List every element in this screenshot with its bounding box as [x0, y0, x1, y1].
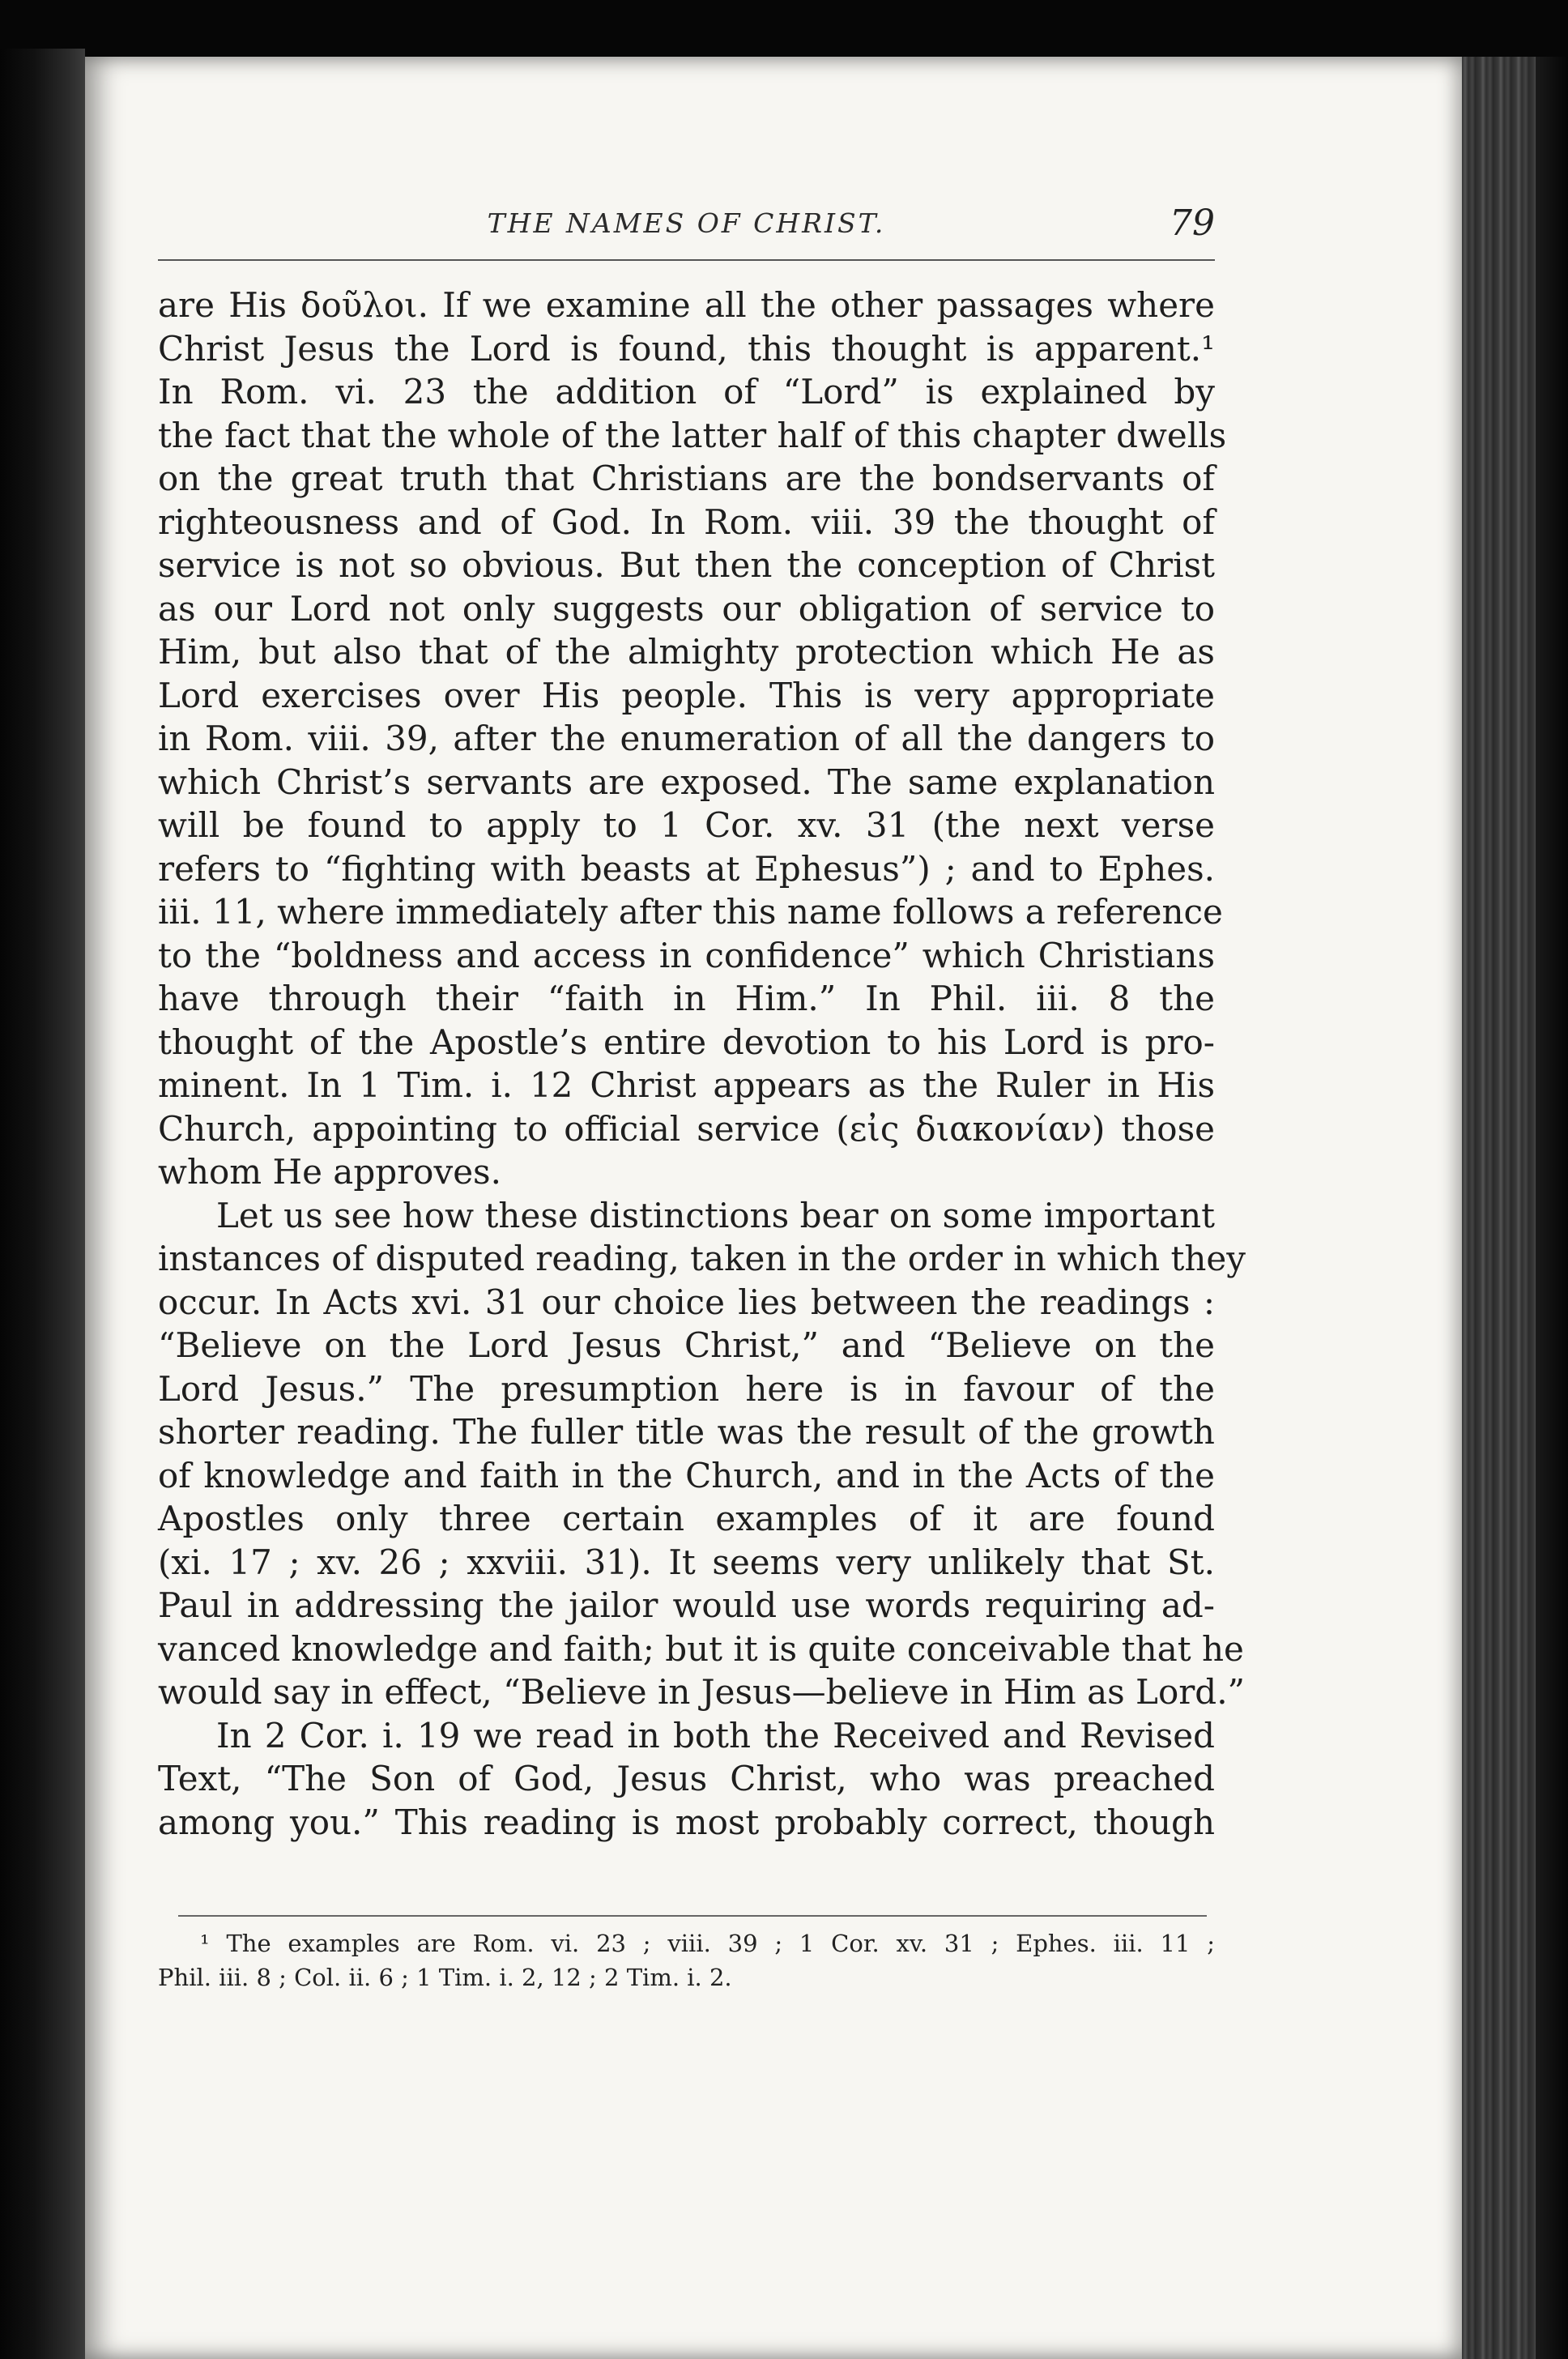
text-line: instances of disputed reading, taken in the order in which they — [158, 1239, 1246, 1278]
text-line: In 2 Cor. i. 19 we read in both the Received and Revised — [216, 1715, 1215, 1755]
footnote-line: ¹ The examples are Rom. vi. 23 ; viii. 39 ; 1 Cor. xv. 31 ; Ephes. iii. 11 ; — [200, 1930, 1215, 1957]
text-line: which Christ’s servants are exposed. The same explanation — [158, 761, 1215, 802]
page-edges — [1458, 57, 1568, 2359]
text-line: on the great truth that Christians are the bondservants of — [158, 459, 1215, 498]
footnotes — [158, 1926, 1215, 1994]
text-line: Christ Jesus the Lord is found, this thought is apparent.¹ — [158, 328, 1215, 369]
text-line: shorter reading. The fuller title was the result of the growth — [158, 1412, 1215, 1452]
running-head — [158, 203, 1215, 261]
text-line: In Rom. vi. 23 the addition of “Lord” is explained by — [158, 372, 1215, 412]
text-line: iii. 11, where immediately after this name follows a reference — [158, 892, 1223, 932]
book-spine-shadow — [0, 49, 85, 2359]
text-line: (xi. 17 ; xv. 26 ; xxviii. 31). It seems very unlikely that St. — [158, 1542, 1215, 1582]
running-head-title: THE NAMES OF CHRIST. — [487, 207, 886, 239]
text-line: vanced knowledge and faith; but it is quite conceivable that he — [158, 1628, 1244, 1669]
text-line: are His δοῦλοι. If we examine all the other passages where — [158, 285, 1215, 325]
text-line: Apostles only three certain examples of it are found — [158, 1499, 1215, 1538]
text-line: among you.” This reading is most probably correct, though — [158, 1802, 1215, 1842]
text-line: to the “boldness and access in confidence” which Christians — [158, 935, 1215, 975]
text-line: whom He approves. — [158, 1152, 501, 1192]
footnote-line: Phil. iii. 8 ; Col. ii. 6 ; 1 Tim. i. 2, 12 ; 2 Tim. i. 2. — [158, 1964, 732, 1991]
text-line: occur. In Acts xvi. 31 our choice lies between the readings : — [158, 1282, 1215, 1322]
text-line: would say in effect, “Believe in Jesus—believe in Him as Lord.” — [158, 1672, 1246, 1712]
text-line: Lord Jesus.” The presumption here is in favour of the — [158, 1368, 1215, 1409]
text-line: Church, appointing to official service (εἰς διακονίαν) those — [158, 1108, 1215, 1149]
text-line: Let us see how these distinctions bear on some important — [216, 1195, 1215, 1235]
text-line: in Rom. viii. 39, after the enumeration of all the dangers to — [158, 719, 1215, 758]
text-line: Lord exercises over His people. This is very appropriate — [158, 675, 1215, 715]
text-line: “Believe on the Lord Jesus Christ,” and “Believe on the — [158, 1325, 1215, 1365]
scan-background-top — [0, 0, 1568, 65]
text-line: Text, “The Son of God, Jesus Christ, who was preached — [158, 1759, 1215, 1798]
text-line: as our Lord not only suggests our obligation of service to — [158, 588, 1215, 629]
text-line: righteousness and of God. In Rom. viii. 39 the thought of — [158, 501, 1215, 542]
text-line: Paul in addressing the jailor would use words requiring ad- — [158, 1585, 1215, 1625]
footnote-divider — [178, 1915, 1207, 1917]
text-line: thought of the Apostle’s entire devotion to his Lord is pro- — [158, 1022, 1215, 1062]
text-line: service is not so obvious. But then the conception of Christ — [158, 545, 1215, 585]
text-line: the fact that the whole of the latter half of this chapter dwells — [158, 415, 1227, 455]
body-text — [158, 284, 1246, 1844]
text-line: refers to “fighting with beasts at Ephesus”) ; and to Ephes. — [158, 848, 1215, 889]
text-line: will be found to apply to 1 Cor. xv. 31 (the next verse — [158, 805, 1215, 845]
page-number: 79 — [1170, 203, 1215, 244]
text-line: minent. In 1 Tim. i. 12 Christ appears as the Ruler in His — [158, 1065, 1215, 1105]
text-line: Him, but also that of the almighty protection which He as — [158, 632, 1215, 672]
text-line: have through their “faith in Him.” In Phil. iii. 8 the — [158, 979, 1215, 1018]
text-line: of knowledge and faith in the Church, and in the Acts of the — [158, 1455, 1215, 1495]
